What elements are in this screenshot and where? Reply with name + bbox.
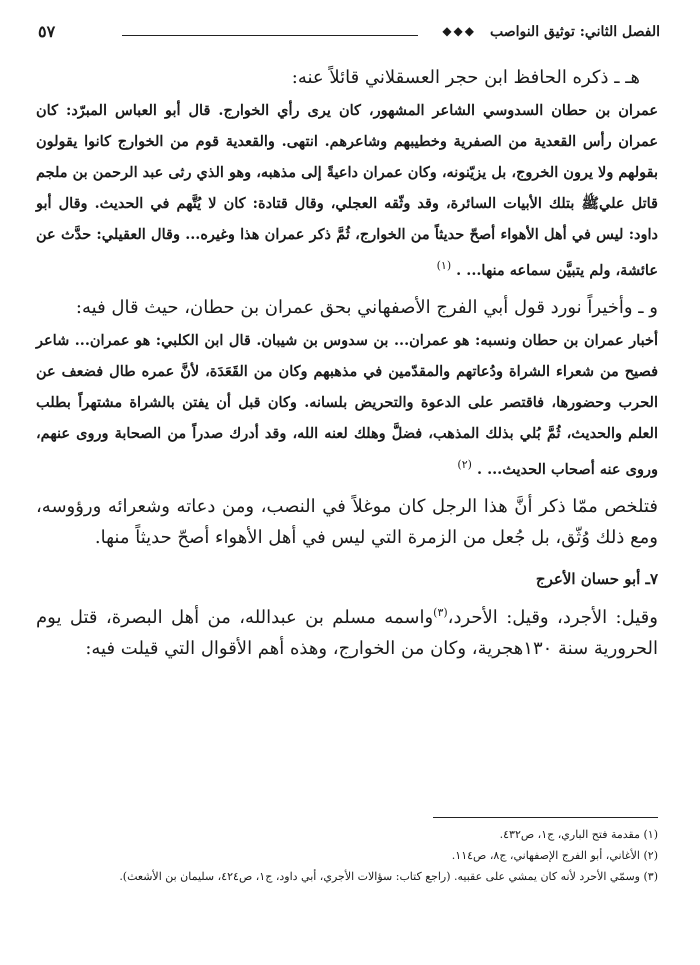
section-h-quote: [36, 95, 658, 286]
header-rule: [122, 35, 418, 36]
section-7-paragraph: [36, 597, 658, 664]
footnote-ref-3[interactable]: (٣): [433, 605, 448, 619]
page-number: ٥٧: [38, 22, 56, 41]
page-body: [36, 62, 658, 664]
running-header: [30, 18, 660, 52]
section-7-text-start: وقيل: الأجرد، وقيل: الأحرد،: [447, 606, 658, 628]
footnote-divider: [433, 817, 658, 818]
chapter-title: الفصل الثاني: توثيق النواصب: [489, 24, 660, 40]
diamond-ornament-icon: ◆◆◆: [442, 24, 476, 38]
footnotes: [36, 824, 658, 887]
footnote-ref-2[interactable]: (٢): [457, 457, 472, 471]
section-w-quote-text: أخبار عمران بن حطان ونسبه: هو عمران... بن سدوس بن شيبان. قال ابن الكلبي: هو عمران... شاعر فصيح من شعراء الشراة ودُعاتهم والمقدّمين في مذهبهم وكان من القَعَدَة، لأنَّ عمره طال فضعف عن الحرب وحضورها، فاقتصر على الدعوة والتحريض بلسانه. وكان قبل أن يفتن بالشراة مشتهراً بطلب العلم والحديث، ثُمَّ بُلي بذلك المذهب، فضلَّ وهلك لعنه الله، وقد أدرك صدراً من الصحابة وروى عنهم، وروى عنه أصحاب الحديث... .: [36, 331, 658, 478]
footnote-1: (١) مقدمة فتح الباري، ج١، ص٤٣٢.: [499, 828, 658, 841]
footnote-3: (٣) وسمّي الأحرد لأنه كان يمشي على عقبيه. (راجع كتاب: سؤالات الأجري، أبي داود، ج١، ص٤٢٤، سليمان بن الأشعث).: [119, 870, 658, 883]
footnote-ref-1[interactable]: (١): [436, 259, 452, 272]
footnote-2: (٢) الأغاني، أبو الفرج الإصفهاني، ج٨، ص١١٤.: [451, 849, 658, 862]
section-w-quote: [36, 325, 658, 485]
section-7-heading: ٧ـ أبو حسان الأعرج: [535, 569, 658, 588]
section-w-intro: و ـ وأخيراً نورد قول أبي الفرج الأصفهاني بحق عمران بن حطان، حيث قال فيه:: [75, 296, 658, 318]
section-h-quote-text: عمران بن حطان السدوسي الشاعر المشهور، كان يرى رأي الخوارج. قال أبو العباس المبرّد: كان عمران رأس القعدية من الصفرية وخطيبهم وشاعرهم. انتهى. والقعدية قوم من الخوارج كانوا يقولون بقولهم ولا يرون الخروج، بل يزيّنونه، وكان عمران داعيةً إلى مذهبه، وهو الذي رثى عبد الرحمن بن ملجم قاتل عليﷺ بتلك الأبيات السائرة، وقد وثّقه العجلي، وقال قتادة: كان لا يُتَّهم في الحديث. وقال أبو داود: ليس في أهل الأهواء أصحّ حديثاً من الخوارج، ثُمَّ ذكر عمران هذا وغيره... وقال العقيلي: حدَّث عن عائشة، ولم يتبيَّن سماعه منها... .: [36, 102, 658, 279]
section-h-intro: هـ ـ ذكره الحافظ ابن حجر العسقلاني قائلاً عنه:: [291, 67, 640, 88]
summary-paragraph: فتلخص ممّا ذكر أنَّ هذا الرجل كان موغلاً في النصب، ومن دعاته وشعرائه ورؤوسه، ومع ذلك وُثّق، بل جُعل من الزمرة التي ليس في أهل الأهواء أصحّ حديثاً منها.: [36, 495, 658, 548]
section-7-text-end: واسمه مسلم بن عبدالله، من أهل البصرة، قتل يوم الحرورية سنة ١٣٠هجرية، وكان من الخوارج، وهذه أهم الأقوال التي قيلت فيه:: [36, 606, 658, 659]
